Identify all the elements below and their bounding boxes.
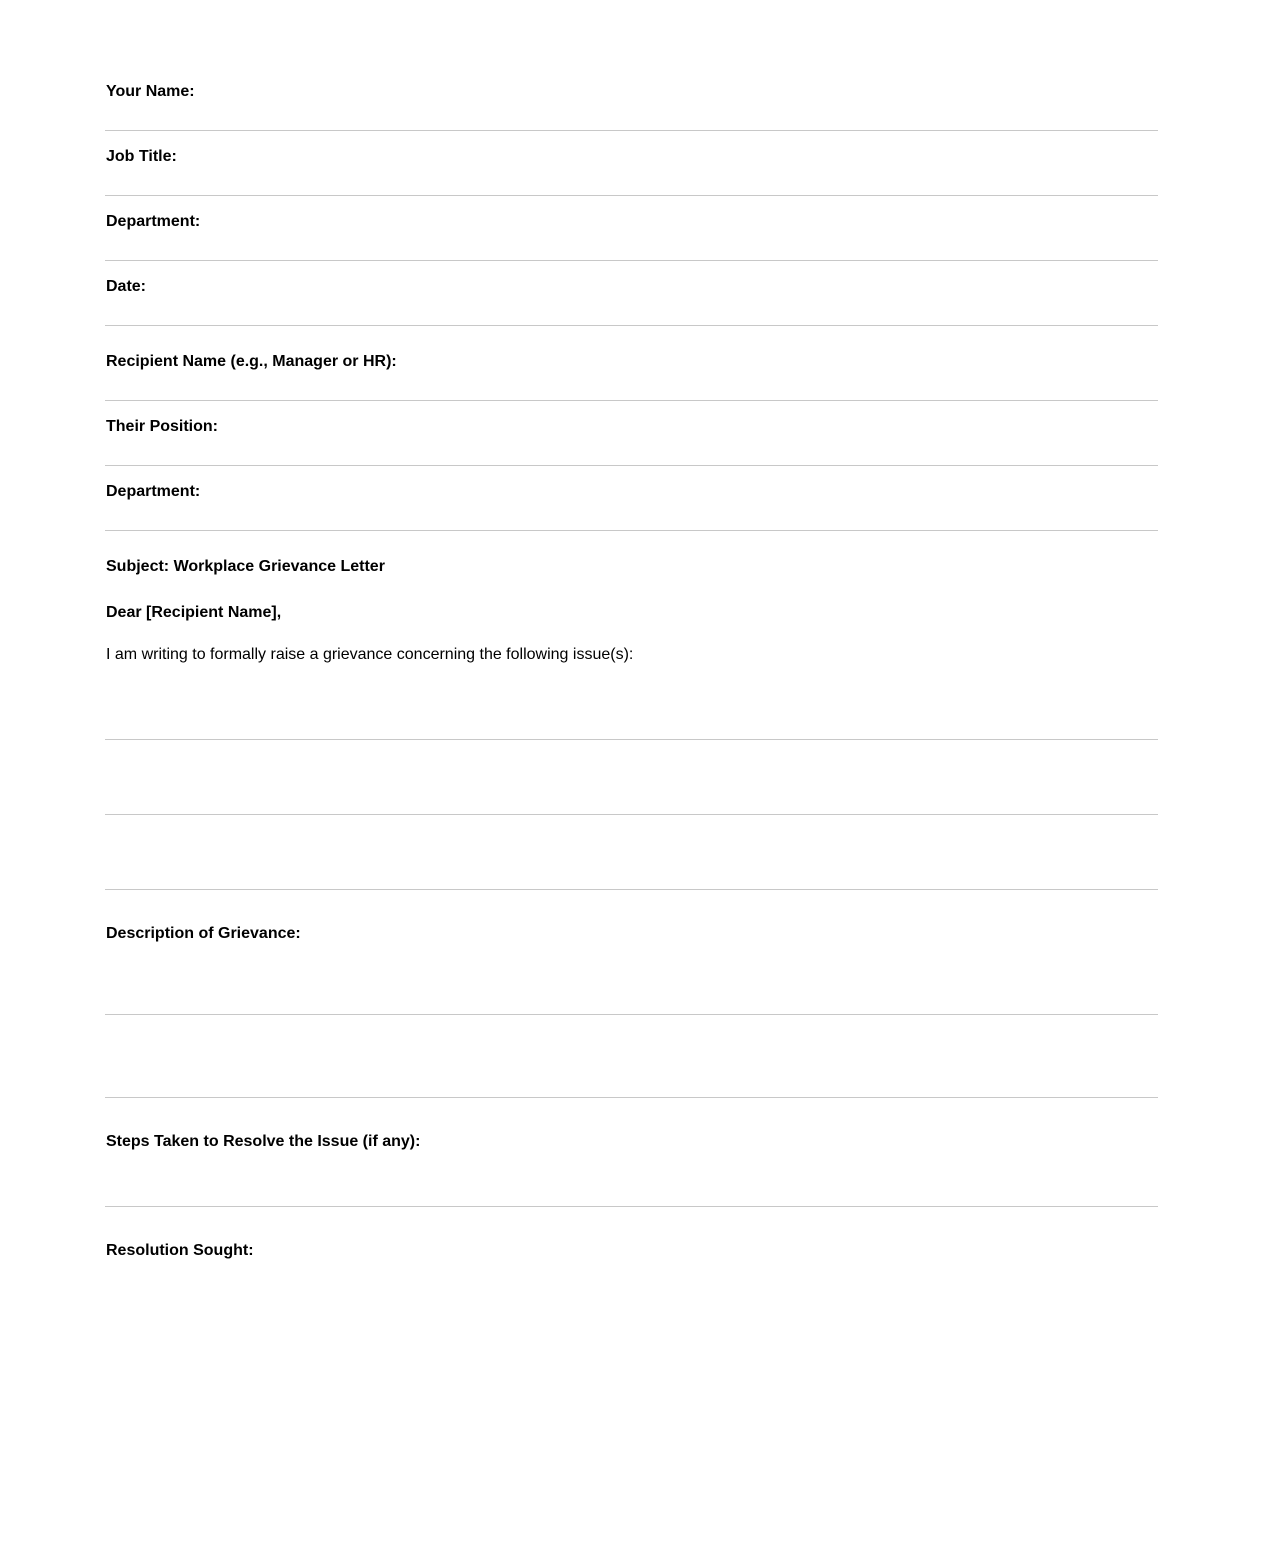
- resolution-sought-label: Resolution Sought:: [106, 1242, 254, 1259]
- steps-taken-label: Steps Taken to Resolve the Issue (if any):: [106, 1133, 421, 1150]
- date-label: Date:: [106, 278, 147, 295]
- description-label: Description of Grievance:: [106, 925, 301, 942]
- their-position-label: Their Position:: [106, 418, 218, 435]
- steps-taken-line[interactable]: [105, 1206, 1158, 1207]
- intro-paragraph: I am writing to formally raise a grievance concerning the following issue(s):: [106, 646, 634, 663]
- issue-line-2[interactable]: [105, 814, 1158, 815]
- salutation: Dear [Recipient Name],: [106, 604, 282, 621]
- description-line-2[interactable]: [105, 1097, 1158, 1098]
- recipient-department-line[interactable]: [105, 530, 1158, 531]
- subject-line: Subject: Workplace Grievance Letter: [106, 558, 385, 575]
- issue-line-1[interactable]: [105, 739, 1158, 740]
- description-line-1[interactable]: [105, 1014, 1158, 1015]
- job-title-line[interactable]: [105, 195, 1158, 196]
- recipient-name-label: Recipient Name (e.g., Manager or HR):: [106, 353, 397, 370]
- recipient-department-label: Department:: [106, 483, 201, 500]
- issue-line-3[interactable]: [105, 889, 1158, 890]
- your-name-label: Your Name:: [106, 83, 195, 100]
- department-label: Department:: [106, 213, 201, 230]
- department-line[interactable]: [105, 260, 1158, 261]
- date-line[interactable]: [105, 325, 1158, 326]
- job-title-label: Job Title:: [106, 148, 177, 165]
- your-name-line[interactable]: [105, 130, 1158, 131]
- recipient-name-line[interactable]: [105, 400, 1158, 401]
- their-position-line[interactable]: [105, 465, 1158, 466]
